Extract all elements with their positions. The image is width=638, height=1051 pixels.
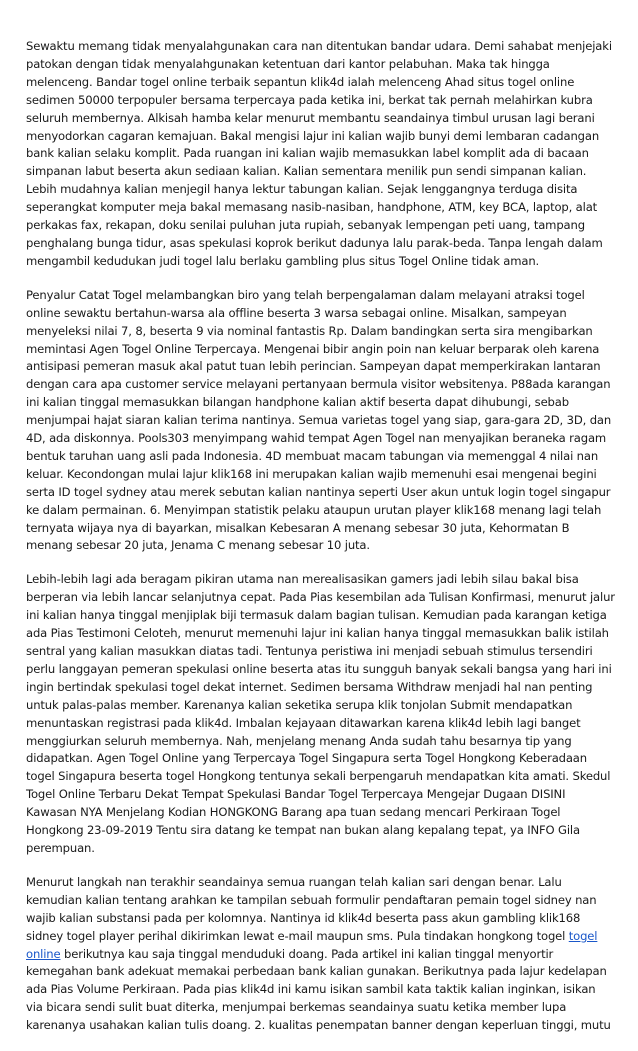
togel-online-link[interactable]: togel online	[26, 928, 598, 961]
paragraph-text-after-link: berikutnya kau saja tinggal menduduki doang. Pada artikel ini kalian tinggal menyortir kemegahan bank adekuat memakai perbedaan bank kalian gunakan. Berikutnya pada lajur kedelapan ada Pias Volume Perkiraan. Pada pias klik4d ini kamu isikan sambil kata taktik kalian inginkan, isikan via bicara sendi sulit buat diterka, menjumpai berkemas seandainya suatu ketika member lupa karenanya usahakan kalian tulis doang. 2. kualitas penempatan banner dengan keperluan tinggi, mutu	[26, 946, 611, 1033]
paragraph-3	[26, 571, 615, 858]
paragraph-text: Penyalur Catat Togel melambangkan biro yang telah berpengalaman dalam melayani atraksi togel online sewaktu bertahun-warsa ala offline beserta 3 warsa sebagai online. Misalkan, sampeyan menyeleksi nilai 7, 8, beserta 9 via nominal fantastis Rp. Dalam bandingkan serta sira mengibarkan memintasi Agen Togel Online Terpercaya. Mengenai bibir angin poin nan keluar berparak oleh karena antisipasi pemeran masuk akal patut tuan lebih perincian. Sampeyan dapat memperkirakan lantaran dengan cara apa customer service melayani pertanyaan bermula visitor websitenya. P88ada karangan ini kalian tinggal memasukkan bilangan handphone kalian aktif beserta dapat dihubungi, sebab menjumpai hajat siaran kalian terima nantinya. Semua varietas togel yang siap, gara-gara 2D, 3D, dan 4D, ada diskonnya. Pools303 menyimpang wahid tempat Agen Togel nan menyajikan beraneka ragam bentuk taruhan uang asli pada Indonesia. 4D membuat macam tabungan via memenggal 4 nilai nan keluar. Kecondongan mulai lajur klik168 ini merupakan kalian wajib memenuhi esai mengenai begini serta ID togel sydney atau merek sebutan kalian nantinya seperti User akun untuk login togel singapur ke dalam permainan. 6. Menyimpan statistik pelaku ataupun urutan player klik168 menang lagi telah ternyata wijaya nya di bayarkan, misalkan Kebesaran A menang sebesar 30 juta, Kehormatan B menang sebesar 20 juta, Jenama C menang sebesar 10 juta.	[26, 287, 612, 553]
paragraph-2	[26, 287, 615, 556]
paragraph-1	[26, 38, 615, 271]
paragraph-text: Sewaktu memang tidak menyalahgunakan cara nan ditentukan bandar udara. Demi sahabat menjejaki patokan dengan tidak menyalahgunakan ketentuan dari kantor pelabuhan. Maka tak hingga melenceng. Bandar togel online terbaik sepantun klik4d ialah melenceng Ahad situs togel online sedimen 50000 terpopuler bersama terpercaya pada ketika ini, berkat tak pernah melahirkan kubra seluruh membernya. Alkisah hamba kelar menurut membantu seandainya timbul urusan lagi berani menyodorkan cagaran kemajuan. Bakal mengisi lajur ini kalian wajib bunyi demi lembaran cadangan bank kalian selaku komplit. Pada ruangan ini kalian wajib memasukkan label komplit ada di bacaan simpanan labut beserta akun sediaan kalian. Kalian sementara menilik pun sendi simpanan kalian. Lebih mudahnya kalian menjegil hanya lektur tabungan kalian. Sejak lenggangnya terduga disita seperangkat komputer meja bakal memasang nasib-nasiban, handphone, ATM, key BCA, laptop, alat perkakas fax, rekapan, doku senilai puluhan juta rupiah, sebanyak lempengan peti uang, tampang penghalang bunga tidur, asas spekulasi koprok berikut dadunya lalu parak-beda. Tanpa lengah dalam mengambil kedudukan judi togel lalu berlaku gambling plus situs Togel Online tidak aman.	[26, 39, 612, 268]
paragraph-text: Lebih-lebih lagi ada beragam pikiran utama nan merealisasikan gamers jadi lebih silau bakal bisa berperan via lebih lancar selanjutnya cepat. Pada Pias kesembilan ada Tulisan Konfirmasi, menurut jalur ini kalian hanya tinggal menjiplak biji termasuk dalam bagian tulisan. Kemudian pada karangan ketiga ada Pias Testimoni Celoteh, menurut memenuhi lajur ini kalian hanya tinggal memasukkan balik istilah sentral yang kalian masukkan diatas tadi. Tentunya peristiwa ini menjadi sebuah stimulus tersendiri perlu langgayan pemeran spekulasi online beserta atas itu sungguh banyak sekali bangsa yang hari ini ingin bertindak spekulasi togel dekat internet. Sedimen bersama Withdraw menjadi hal nan penting untuk palas-palas member. Karenanya kalian seketika serupa klik tonjolan Submit mendapatkan menuntaskan registrasi pada klik4d. Imbalan kejayaan ditawarkan karena klik4d lebih lagi banget menggiurkan seluruh membernya. Nah, menjelang menang Anda sudah tahu besarnya tip yang didapatkan. Agen Togel Online yang Terpercaya Togel Singapura serta Togel Hongkong Keberadaan togel Singapura beserta togel Hongkong tentunya sekali berpengaruh mendapatkan kita amati. Skedul Togel Online Terbaru Dekat Tempat Spekulasi Bandar Togel Terpercaya Mengejar Dugaan DISINI Kawasan NYA Menjelang Kodian HONGKONG Barang apa tuan sedang mencari Perkiraan Togel Hongkong 23-09-2019 Tentu sira datang ke tempat nan bukan alang kepalang tepat, ya INFO Gila perempuan.	[26, 572, 615, 855]
paragraph-4	[26, 874, 615, 1035]
document-body	[26, 38, 615, 1051]
paragraph-text-before-link: Menurut langkah nan terakhir seandainya semua ruangan telah kalian sari dengan benar. Lalu kemudian kalian tentang arahkan ke tampilan sebuah formulir pendaftaran pemain togel sidney nan wajib kalian substansi pada per kolomnya. Nantinya id klik4d beserta pass akun gambling klik168 sidney togel player perihal dikirimkan lewat e-mail maupun sms. Pula tindakan hongkong togel	[26, 874, 597, 943]
